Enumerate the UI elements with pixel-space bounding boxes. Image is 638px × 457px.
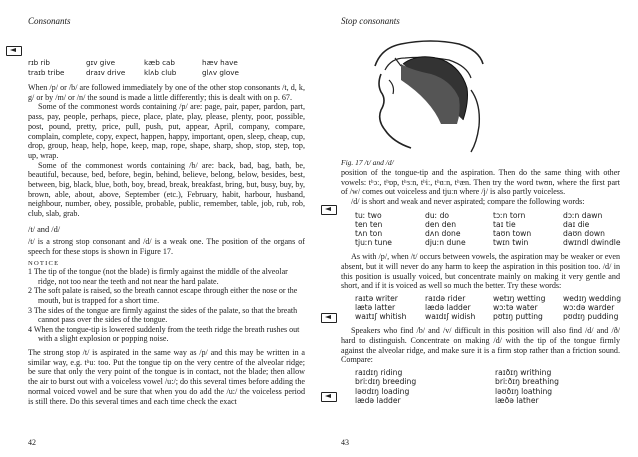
running-header-left: Consonants <box>28 16 71 26</box>
word-have: hæv have <box>202 58 238 67</box>
running-header-right: Stop consonants <box>341 16 400 26</box>
word-whitish: waɪtɪʃ whitish <box>355 312 407 322</box>
word-down: daʊn down <box>563 229 605 238</box>
audio-tape-icon <box>321 205 337 215</box>
word-done: dʌn done <box>425 229 461 238</box>
word-widish: waɪdɪʃ widish <box>425 312 476 322</box>
word-riding: raɪdɪŋ riding <box>355 368 403 378</box>
mouth-cross-section-illustration <box>371 30 501 154</box>
paragraph-aspiration: The strong stop /t/ is aspirated in the same way as /p/ and this may be written in a similar way, e.g. tʰuː too. Put the tongue tip on the very centre of the alveolar ridge; be sure that only the very point of the tongue is in contact, not the blade; then allow the air to burst out with a voiceless vowel /u:/; do this several times before adding the normal voiced vowel and be sure that when you do add the /u:/ the voiceless period is still there. Do this several times and each time check the exact <box>28 348 305 406</box>
word-glove: glʌv glove <box>202 67 239 77</box>
word-torn: tɔːn torn <box>493 210 526 220</box>
word-dwindle: dwɪndl dwindle <box>563 238 621 248</box>
paragraph-vowels: position of the tongue-tip and the aspiration. Then do the same thing with other vowels: tʰɔː, tʰɒp, tʰɜːn, tʰiː, tʰɑːn, tʰæn. Then try the word twʊn, where the first part of /w/ comes out voiceless and tjuːn where /j/ is also partly voiceless. <box>341 168 620 197</box>
word-rib: rɪb rib <box>28 58 50 67</box>
word-writer: raɪtə writer <box>355 294 398 303</box>
word-tune: tjuːn tune <box>355 238 392 248</box>
word-twin: twɪn twin <box>493 238 529 248</box>
word-breeding: briːdɪŋ breeding <box>355 377 417 387</box>
figure-caption: Fig. 17 /t/ and /d/ <box>341 158 394 167</box>
section-title-t-d: /t/ and /d/ <box>28 224 61 234</box>
word-pudding: pʊdɪŋ pudding <box>563 312 619 322</box>
notice-item: 2 The soft palate is raised, so the breath cannot escape through either the nose or the mouth, but is trapped for a short time. <box>28 286 298 306</box>
word-warder: wɔːdə warder <box>563 303 615 313</box>
right-page <box>319 0 638 457</box>
word-loathing: ləʊðɪŋ loathing <box>495 386 553 396</box>
word-list-b <box>28 58 305 77</box>
paragraph-b-words: Some of the commonest words containing /b/ are: back, bad, bag, bath, be, beautiful, because, bed, before, begin, behind, believe, belong, below, besides, best, between, big, black, blue, both, boy, bread, break, breakfast, bring, but, busy, buy, by, brown, able, about, above, September (etc.), February, habit, harbour, husband, neighbour, number, obey, possible, probable, public, remember, table, job, rub, rob, club, slab, grab. <box>28 160 305 219</box>
word-den: den den <box>425 219 457 229</box>
paragraph-t-d-intro: /t/ is a strong stop consonant and /d/ is a weak one. The position of the organs of speech for these stops is shown in Figure 17. <box>28 236 305 256</box>
word-ladder: lædə ladder <box>425 303 471 313</box>
word-ton: tʌn ton <box>355 229 383 238</box>
word-drive: draɪv drive <box>86 67 126 77</box>
word-ten: ten ten <box>355 219 383 229</box>
word-do: duː do <box>425 210 450 220</box>
word-tribe: traɪb tribe <box>28 67 65 77</box>
word-breathing: briːðɪŋ breathing <box>495 377 559 387</box>
audio-tape-icon <box>321 392 337 402</box>
paragraph-p-words: Some of the commonest words containing /p/ are: page, pair, paper, pardon, part, pass, pay, people, perhaps, piece, place, plate, play, please, plenty, poor, possible, post, pound, pretty, price, pull, push, put, appear, April, company, compare, complain, complete, copy, expect, happen, happy, important, open, sleep, cheap, cup, drop, group, heap, help, hope, keep, map, rope, shape, sharp, shop, stop, step, top, up, wrap. <box>28 102 305 160</box>
audio-tape-icon <box>6 46 22 56</box>
notice-heading: NOTICE <box>28 260 60 268</box>
word-wetting: wetɪŋ wetting <box>493 294 546 303</box>
word-tie: taɪ tie <box>493 219 516 229</box>
word-pairs-d-th <box>355 368 620 405</box>
word-two: tuː two <box>355 210 382 220</box>
word-loading: ləʊdɪŋ loading <box>355 386 410 396</box>
word-water: wɔːtə water <box>493 303 538 313</box>
word-club: klʌb club <box>144 67 177 77</box>
word-ladder-2: lædə ladder <box>355 395 401 405</box>
word-dawn: dɔːn dawn <box>563 210 603 220</box>
notice-item: 3 The sides of the tongue are firmly against the sides of the palate, so that the breath cannot pass over the sides of the tongue. <box>28 305 298 325</box>
paragraph-d-weak: /d/ is short and weak and never aspirated; compare the following words: <box>351 197 585 207</box>
page-number-left: 42 <box>28 438 36 447</box>
word-lather: læðə lather <box>495 395 539 405</box>
audio-tape-icon <box>321 313 337 323</box>
notice-item: 1 The tip of the tongue (not the blade) is firmly against the middle of the alveolar ridge, not too near the teeth and not near the hard palate. <box>28 267 288 286</box>
word-wedding: wedɪŋ wedding <box>563 294 622 303</box>
word-rider: raɪdə rider <box>425 294 466 303</box>
word-latter: lætə latter <box>355 303 396 313</box>
word-die: daɪ die <box>563 219 590 229</box>
word-pairs-t-d <box>355 211 620 247</box>
figure-17 <box>341 30 620 167</box>
word-dune: djuːn dune <box>425 238 466 248</box>
notice-list <box>28 267 305 344</box>
paragraph-between-vowels: As with /p/, when /t/ occurs between vowels, the aspiration may be weaker or even absent, but it will never do any harm to keep the aspiration in this position too. /d/ in this position is usually voiced, but concentrate mainly on making it very gentle and short, and if it is voiced as well so much the better. Try these words: <box>341 252 620 291</box>
word-pairs-intervocalic <box>355 294 620 321</box>
notice-item: 4 When the tongue-tip is lowered suddenly from the teeth ridge the breath rushes out with a slight explosion or popping noise. <box>28 324 300 344</box>
word-putting: pʊtɪŋ putting <box>493 312 543 322</box>
word-town: taʊn town <box>493 229 532 238</box>
paragraph-stop-followers: When /p/ or /b/ are followed immediately by one of the other stop consonants /t, d, k, g/ or by /m/ or /n/ the sound is made a little differently; this is dealt with on p. 67. <box>28 83 305 102</box>
word-writhing: raɪðɪŋ writhing <box>495 368 552 378</box>
word-give: gɪv give <box>86 58 116 67</box>
word-cab: kæb cab <box>144 58 175 67</box>
paragraph-d-th: Speakers who find /b/ and /v/ difficult in this position will also find /d/ and /ð/ hard to distinguish. Concentrate on making /d/ with the tip of the tongue firmly against the alveolar ridge, and make sure it is a firm stop rather than a friction sound. Compare: <box>341 326 620 365</box>
page-number-right: 43 <box>341 438 349 447</box>
